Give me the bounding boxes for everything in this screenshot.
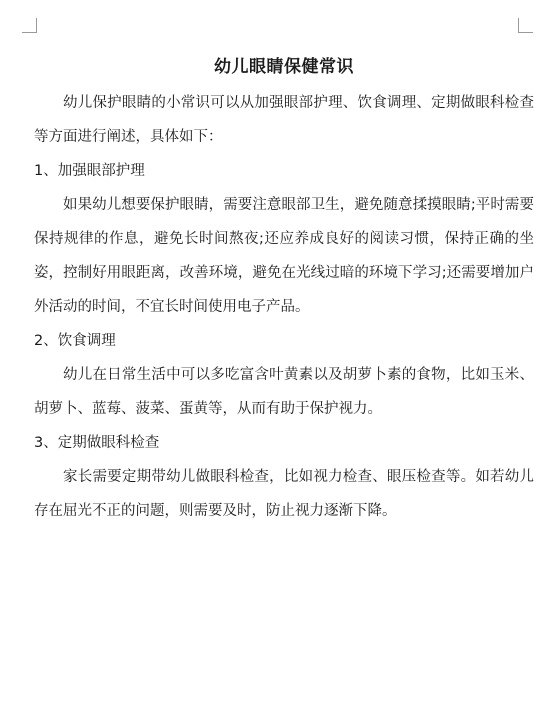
document-title: 幼儿眼睛保健常识 <box>214 57 354 77</box>
intro-paragraph: 幼儿保护眼睛的小常识可以从加强眼部护理、饮食调理、定期做眼科检查等方面进行阐述，具体如下： <box>34 95 534 145</box>
section-heading-eye-care: 1、加强眼部护理 <box>34 163 145 179</box>
top-right-margin-marker <box>518 18 533 33</box>
section-heading-diet: 2、饮食调理 <box>34 333 116 349</box>
section-heading-eye-exam: 3、定期做眼科检查 <box>34 435 160 451</box>
document-body <box>34 50 534 528</box>
section-body-eye-exam: 家长需要定期带幼儿做眼科检查，比如视力检查、眼压检查等。如若幼儿存在屈光不正的问题，则需要及时，防止视力逐渐下降。 <box>34 469 534 519</box>
section-body-eye-care: 如果幼儿想要保护眼睛，需要注意眼部卫生，避免随意揉摸眼睛;平时需要保持规律的作息，避免长时间熬夜;还应养成良好的阅读习惯，保持正确的坐姿，控制好用眼距离，改善环境，避免在光线过暗的环境下学习;还需要增加户外活动的时间，不宜长时间使用电子产品。 <box>34 197 534 315</box>
top-left-margin-marker <box>22 18 37 33</box>
section-body-diet: 幼儿在日常生活中可以多吃富含叶黄素以及胡萝卜素的食物，比如玉米、胡萝卜、蓝莓、菠菜、蛋黄等，从而有助于保护视力。 <box>34 367 534 417</box>
